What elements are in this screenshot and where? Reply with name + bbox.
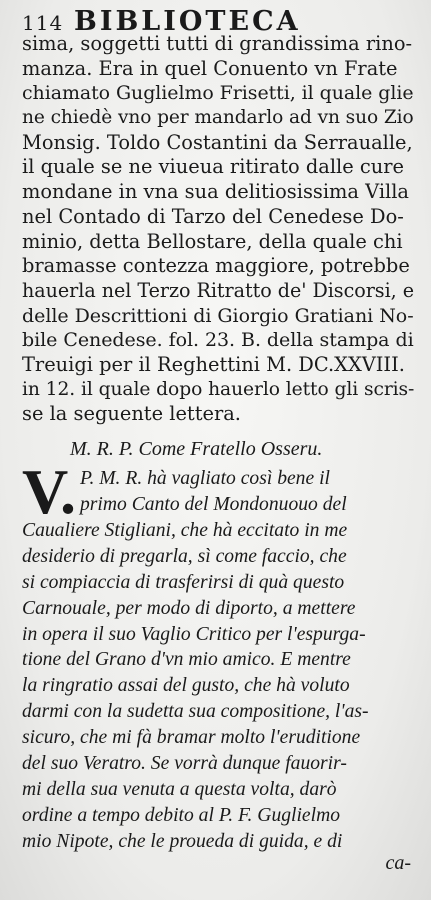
letter-line: del suo Veratro. Se vorrà dunque fauorir- (22, 753, 347, 775)
body-line: in 12. il quale dopo hauerlo letto gli scris- (22, 378, 415, 400)
body-line: il quale se ne viueua ritirato dalle cure (22, 155, 404, 179)
letter-line: mio Nipote, che le proueda di guida, e di (22, 830, 343, 852)
running-head: BIBLIOTECA (74, 6, 301, 37)
body-line: minio, detta Bellostare, della quale chi (22, 229, 403, 253)
letter-line: sicuro, che mi fà bramar molto l'eruditione (22, 727, 361, 749)
letter-line: P. M. R. hà vagliato così bene il (80, 468, 330, 489)
letter-salutation: M. R. P. Come Fratello Osseru. (70, 438, 323, 460)
letter-line: Carnouale, per modo di diporto, a mettere (22, 597, 356, 619)
letter-line: darmi con la sudetta sua compositione, l'as- (22, 701, 369, 723)
body-line: manza. Era in quel Conuento vn Frate (22, 56, 398, 80)
catchword: ca- (385, 852, 411, 874)
body-line: se la seguente lettera. (22, 402, 241, 426)
letter-line: mi della sua venuta a questa volta, darò (22, 778, 337, 800)
letter-opening (80, 466, 416, 518)
letter-line: Caualiere Stigliani, che hà eccitato in me (22, 520, 348, 541)
body-line: hauerla nel Terzo Ritratto de' Discorsi, e (22, 278, 414, 302)
body-line: bramasse contezza maggiore, potrebbe (22, 254, 410, 278)
body-line: mondane in vna sua delitiosissima Villa (22, 180, 409, 204)
letter-line: primo Canto del Mondonuouo del (80, 493, 347, 515)
letter-line: in opera il suo Vaglio Critico per l'espurga- (22, 623, 366, 645)
body-line: chiamato Guglielmo Frisetti, il quale glie (22, 82, 414, 105)
letter-line: desiderio di pregarla, sì come faccio, che (22, 545, 347, 567)
letter-line: tione del Grano d'vn mio amico. E mentre (22, 649, 351, 671)
body-line: sima, soggetti tutti di grandissima rino- (22, 32, 413, 55)
letter-body (22, 518, 414, 855)
letter-line: ordine a tempo debito al P. F. Guglielmo (22, 804, 341, 826)
letter-line: si compiaccia di trasferirsi di quà questo (22, 571, 345, 593)
body-line: ne chiedè vno per mandarlo ad vn suo Zio (22, 107, 414, 129)
body-line: delle Descrittioni di Giorgio Gratiani No- (22, 304, 414, 327)
body-text (22, 32, 414, 427)
letter-line: la ringratio assai del gusto, che hà voluto (22, 675, 350, 697)
body-line: bile Cenedese. fol. 23. B. della stampa di (22, 329, 414, 352)
body-line: Treuigi per il Reghettini M. DC.XXVIII. (22, 352, 405, 376)
page-number: 114 (22, 11, 64, 35)
drop-cap: V. (22, 456, 76, 527)
body-line: nel Contado di Tarzo del Cenedese Do- (22, 204, 404, 228)
body-line: Monsig. Toldo Costantini da Serraualle, (22, 130, 413, 154)
